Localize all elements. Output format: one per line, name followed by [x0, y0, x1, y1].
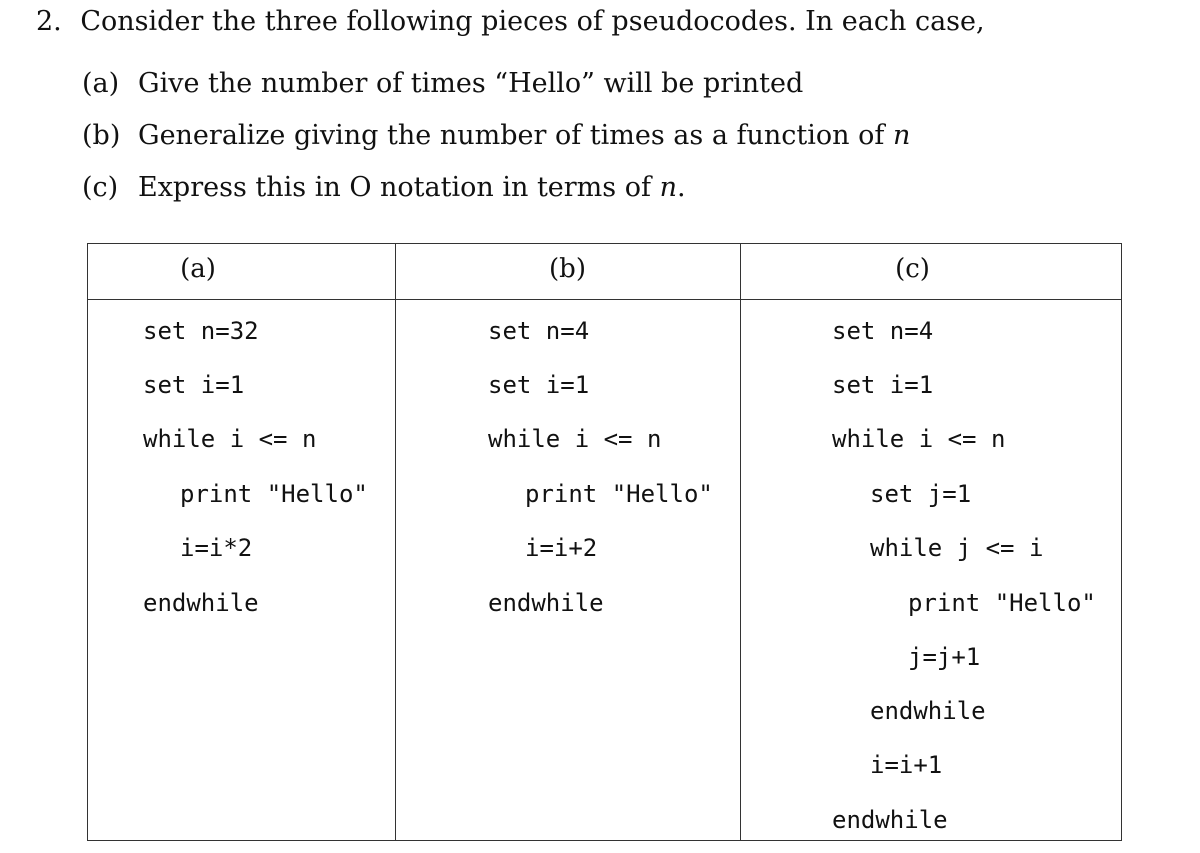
code-line: endwhile: [143, 589, 259, 617]
code-line: set i=1: [832, 371, 934, 399]
code-line: print "Hello": [180, 480, 368, 508]
question-number: 2.: [36, 6, 62, 37]
subpart-b: [82, 116, 910, 168]
question-text: Consider the three following pieces of pseudocodes. In each case,: [80, 6, 985, 37]
code-line: while i <= n: [832, 425, 1006, 453]
code-line: while i <= n: [488, 425, 662, 453]
subpart-a-text: Give the number of times “Hello” will be printed: [138, 68, 804, 99]
code-line: set n=4: [488, 317, 590, 345]
code-line: i=i+1: [870, 751, 943, 779]
subpart-c-text: Express this in O notation in terms of: [138, 172, 660, 203]
subpart-a-letter: (a): [82, 68, 120, 99]
code-line: set j=1: [870, 480, 972, 508]
code-line: endwhile: [488, 589, 604, 617]
code-line: print "Hello": [525, 480, 713, 508]
subpart-b-text: Generalize giving the number of times as a function of: [138, 120, 893, 151]
column-header-c: (c): [895, 254, 930, 284]
column-divider: [740, 244, 741, 840]
code-line: i=i*2: [180, 534, 253, 562]
subpart-b-variable: n: [892, 120, 911, 151]
code-line: while j <= i: [870, 534, 1044, 562]
column-divider: [395, 244, 396, 840]
question-header: [36, 2, 985, 42]
code-line: endwhile: [870, 697, 986, 725]
code-line: set n=32: [143, 317, 259, 345]
code-line: set i=1: [143, 371, 245, 399]
subpart-a: [82, 64, 910, 116]
subpart-c: [82, 168, 910, 220]
subpart-list: [82, 64, 910, 220]
subpart-b-letter: (b): [82, 120, 121, 151]
code-line: i=i+2: [525, 534, 598, 562]
column-header-a: (a): [180, 254, 216, 284]
code-line: while i <= n: [143, 425, 317, 453]
code-line: set n=4: [832, 317, 934, 345]
code-line: set i=1: [488, 371, 590, 399]
subpart-c-letter: (c): [82, 172, 119, 203]
column-header-b: (b): [549, 254, 586, 284]
subpart-c-variable: n: [659, 172, 677, 203]
pseudocode-table: [87, 243, 1122, 841]
code-line: j=j+1: [908, 643, 981, 671]
subpart-c-suffix: .: [676, 172, 686, 203]
code-line: endwhile: [832, 806, 948, 834]
code-line: print "Hello": [908, 589, 1096, 617]
